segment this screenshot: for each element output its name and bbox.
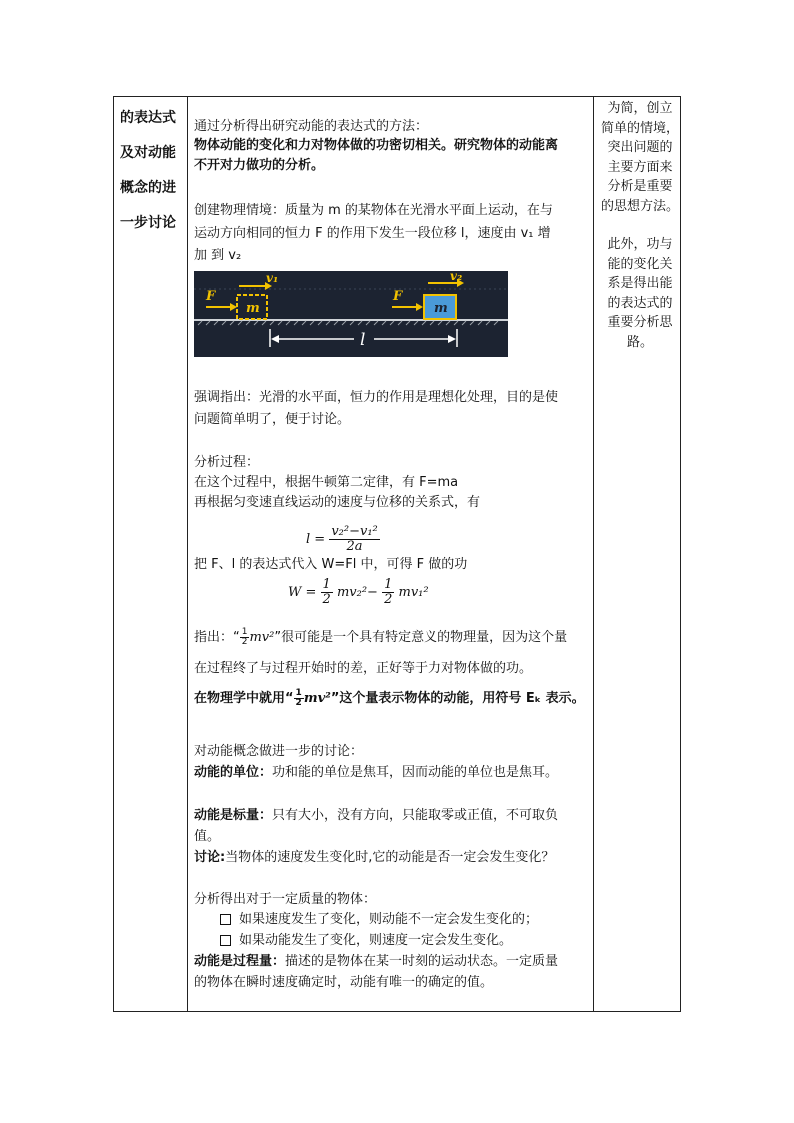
formula-term: mv₂²− <box>336 585 378 600</box>
force-label: F <box>393 289 403 304</box>
formula-denominator: 2 <box>241 637 248 647</box>
note-line: 重要分析思 <box>607 315 673 330</box>
force-label: F <box>206 289 216 304</box>
note-line: 此外，功与 <box>607 237 673 252</box>
formula-lhs: l = <box>306 532 326 547</box>
state-line <box>194 952 558 972</box>
mass-label: m <box>246 301 260 316</box>
analysis-line: 在这个过程中，根据牛顿第二定律，有 F=ma <box>194 475 459 490</box>
bullet-item <box>220 931 512 951</box>
note-line: 主要方面来 <box>607 159 673 175</box>
definition-expression: mv² <box>303 691 331 706</box>
note-line: 分析是重要 <box>607 179 673 194</box>
scalar-line <box>194 806 558 826</box>
velocity-label-v1: v₁ <box>266 271 279 285</box>
formula-numerator: v₂²−v₁² <box>331 524 378 539</box>
formula-term: mv₁² <box>398 585 429 600</box>
checkbox-icon <box>220 935 231 946</box>
discuss-label: 讨论: <box>194 850 226 865</box>
analysis-title: 分析过程： <box>194 455 260 470</box>
substitute-line: 把 F、l 的表达式代入 W=Fl 中，可得 F 做的功 <box>194 557 468 572</box>
note-line: 的表达式的 <box>607 295 673 311</box>
definition-suffix: ”这个量表示物体的动能，用符号 Eₖ 表示。 <box>330 691 585 706</box>
analysis-line: 再根据匀变速直线运动的速度与位移的关系式，有 <box>194 495 481 510</box>
displacement-label: l <box>360 330 366 350</box>
formula-numerator: 1 <box>322 577 331 592</box>
note-line: 简单的情境， <box>600 120 679 136</box>
emphasis-line: 问题简单明了，便于讨论。 <box>194 412 351 427</box>
key-point-line: 物体动能的变化和力对物体做的功密切相关。研究物体的动能离 <box>194 138 559 153</box>
discussion-question <box>194 848 554 868</box>
displacement-formula <box>306 525 380 554</box>
key-point-line: 不开对力做功的分析。 <box>194 158 325 173</box>
scenario-line: 运动方向相同的恒力 F 的作用下发生一段位移 l，速度由 v₁ 增 <box>194 226 551 241</box>
column-divider <box>593 97 594 1011</box>
discuss-text: 当物体的速度发生变化时,它的动能是否一定会发生变化？ <box>225 850 555 865</box>
note-line: 突出问题的 <box>607 140 673 155</box>
point-suffix: ”很可能是一个具有特定意义的物理量，因为这个量 <box>274 630 568 645</box>
formula-fraction <box>329 525 379 554</box>
state-line: 的物体在瞬时速度确定时，动能有唯一的确定的值。 <box>194 975 494 990</box>
checkbox-icon <box>220 914 231 925</box>
formula-numerator: 1 <box>384 577 393 592</box>
point-line <box>194 628 567 648</box>
physics-scenario-figure <box>194 271 508 357</box>
formula-denominator: 2 <box>322 592 331 607</box>
conclusion-intro: 分析得出对于一定质量的物体： <box>194 892 377 907</box>
note-line: 能的变化关 <box>607 256 673 272</box>
unit-label: 动能的单位： <box>194 765 273 780</box>
discussion-title: 对动能概念做进一步的讨论： <box>194 744 364 759</box>
scalar-line: 值。 <box>194 829 221 844</box>
formula-numerator: 1 <box>295 688 302 698</box>
formula-denominator: 2 <box>295 698 302 708</box>
design-intent-notes <box>598 99 682 352</box>
formula-fraction <box>321 578 333 607</box>
mass-label: m <box>434 301 448 316</box>
point-line: 在过程终了与过程开始时的差，正好等于力对物体做的功。 <box>194 661 533 676</box>
formula-numerator: 1 <box>241 627 248 637</box>
scenario-line: 加 到 v₂ <box>194 248 242 263</box>
point-expression: mv² <box>249 630 275 645</box>
formula-lhs: W = <box>288 585 317 600</box>
scenario-line: 创建物理情境：质量为 m 的某物体在光滑水平面上运动，在与 <box>194 203 553 218</box>
formula-fraction <box>382 578 394 607</box>
definition-prefix: 在物理学中就用“ <box>194 691 294 706</box>
bullet-item <box>220 910 538 930</box>
definition-line <box>194 689 585 709</box>
section-title-line: 的表达式 <box>120 110 176 126</box>
point-prefix: 指出：“ <box>194 630 240 645</box>
section-title-line: 一步讨论 <box>120 215 176 231</box>
section-title-line: 及对动能 <box>120 145 176 161</box>
intro-text: 通过分析得出研究动能的表达式的方法： <box>194 119 429 134</box>
formula-denominator: 2 <box>384 592 393 607</box>
inline-fraction <box>294 689 304 708</box>
unit-text: 功和能的单位是焦耳，因而动能的单位也是焦耳。 <box>272 765 559 780</box>
note-line: 系是得出能 <box>607 276 673 291</box>
unit-line <box>194 763 558 783</box>
bullet-text: 如果动能发生了变化，则速度一定会发生变化。 <box>239 933 513 948</box>
note-line: 为简，创立 <box>607 101 673 116</box>
state-text: 描述的是物体在某一时刻的运动状态。一定质量 <box>285 954 559 969</box>
bullet-text: 如果速度发生了变化，则动能不一定会发生变化的； <box>239 912 539 927</box>
emphasis-line: 强调指出：光滑的水平面，恒力的作用是理想化处理，目的是使 <box>194 390 559 405</box>
lesson-table <box>113 96 681 1012</box>
velocity-label-v2: v₂ <box>450 271 463 283</box>
scalar-text: 只有大小，没有方向，只能取零或正值，不可取负 <box>272 808 559 823</box>
section-title-line: 概念的进 <box>120 180 176 196</box>
state-label: 动能是过程量： <box>194 954 286 969</box>
note-line: 路。 <box>626 334 653 350</box>
work-formula <box>288 578 429 607</box>
column-divider <box>187 97 188 1011</box>
formula-denominator: 2a <box>346 539 363 554</box>
section-title <box>120 101 186 241</box>
note-line: 的思想方法。 <box>600 198 679 214</box>
scalar-label: 动能是标量： <box>194 808 273 823</box>
